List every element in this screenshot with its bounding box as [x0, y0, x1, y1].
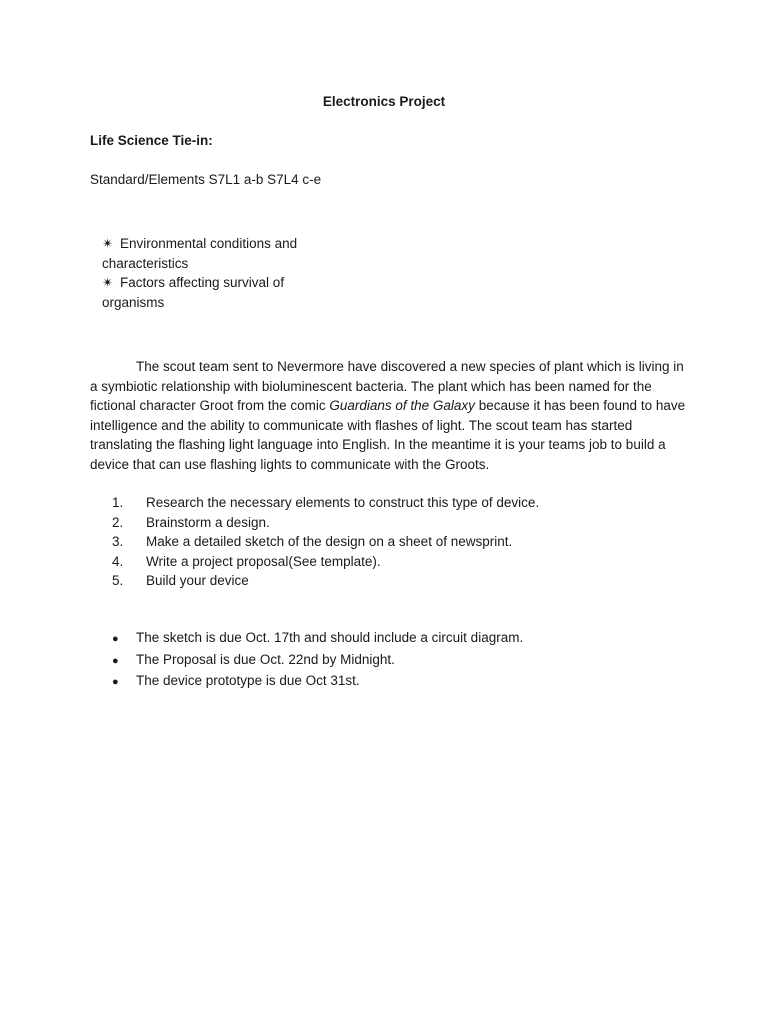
- steps-list: [90, 493, 539, 591]
- step-text: Write a project proposal(See template).: [146, 553, 381, 569]
- step-text: Build your device: [146, 573, 249, 588]
- star-bullet-icon: ✴: [102, 236, 114, 251]
- list-item: [102, 234, 332, 273]
- list-item: [90, 513, 539, 533]
- due-date-text: The sketch is due Oct. 17th and should include a circuit diagram.: [136, 630, 524, 645]
- standards-topic-list: [102, 234, 332, 312]
- due-dates-list: [90, 628, 523, 693]
- bullet-icon: ●: [112, 654, 119, 667]
- bullet-icon: ●: [112, 676, 119, 688]
- list-item: [90, 671, 523, 693]
- list-item: [90, 552, 539, 572]
- paragraph-text-start: The scout team sent to Nevermore have discovered a new species of plant which is living in a symbiotic relationship with bioluminescent bacteria. The plant which has been named for the fictional character Groot from the comic: [90, 359, 684, 413]
- list-item-text: Factors affecting survival of: [120, 275, 285, 290]
- step-text: Research the necessary elements to construct this type of device.: [146, 495, 540, 510]
- step-number: 3.: [112, 534, 124, 549]
- due-date-text: The device prototype is due Oct 31st.: [136, 673, 360, 688]
- section-subheading: Life Science Tie-in:: [90, 133, 213, 148]
- step-number: 2.: [112, 514, 124, 530]
- list-item: [90, 628, 523, 650]
- list-item: [90, 571, 539, 591]
- scenario-paragraph: [90, 357, 690, 474]
- list-item: [90, 493, 539, 513]
- list-item-continuation: characteristics: [102, 255, 189, 271]
- list-item-text: Environmental conditions and: [120, 236, 298, 251]
- comic-title: Guardians of the Galaxy: [329, 398, 475, 413]
- step-number: 5.: [112, 573, 124, 588]
- step-number: 4.: [112, 553, 124, 569]
- list-item: [90, 532, 539, 552]
- document-title: Electronics Project: [322, 94, 446, 109]
- due-date-text: The Proposal is due Oct. 22nd by Midnight.: [136, 651, 395, 667]
- standards-line: Standard/Elements S7L1 a-b S7L4 c-e: [90, 172, 322, 187]
- star-bullet-icon: ✴: [102, 275, 114, 290]
- paragraph-text-end: because it has been found to have intelligence and the ability to communicate with flashes of light. The scout team has started translating the flashing light language into English. In the meantime it is your teams job to build a device that can use flashing lights to communicate with the Groots.: [90, 398, 686, 472]
- step-text: Brainstorm a design.: [146, 514, 270, 530]
- step-text: Make a detailed sketch of the design on a sheet of newsprint.: [146, 534, 513, 549]
- bullet-icon: ●: [112, 633, 119, 645]
- list-item: [90, 650, 523, 672]
- list-item: [102, 273, 332, 312]
- step-number: 1.: [112, 495, 124, 510]
- list-item-continuation: organisms: [102, 294, 165, 310]
